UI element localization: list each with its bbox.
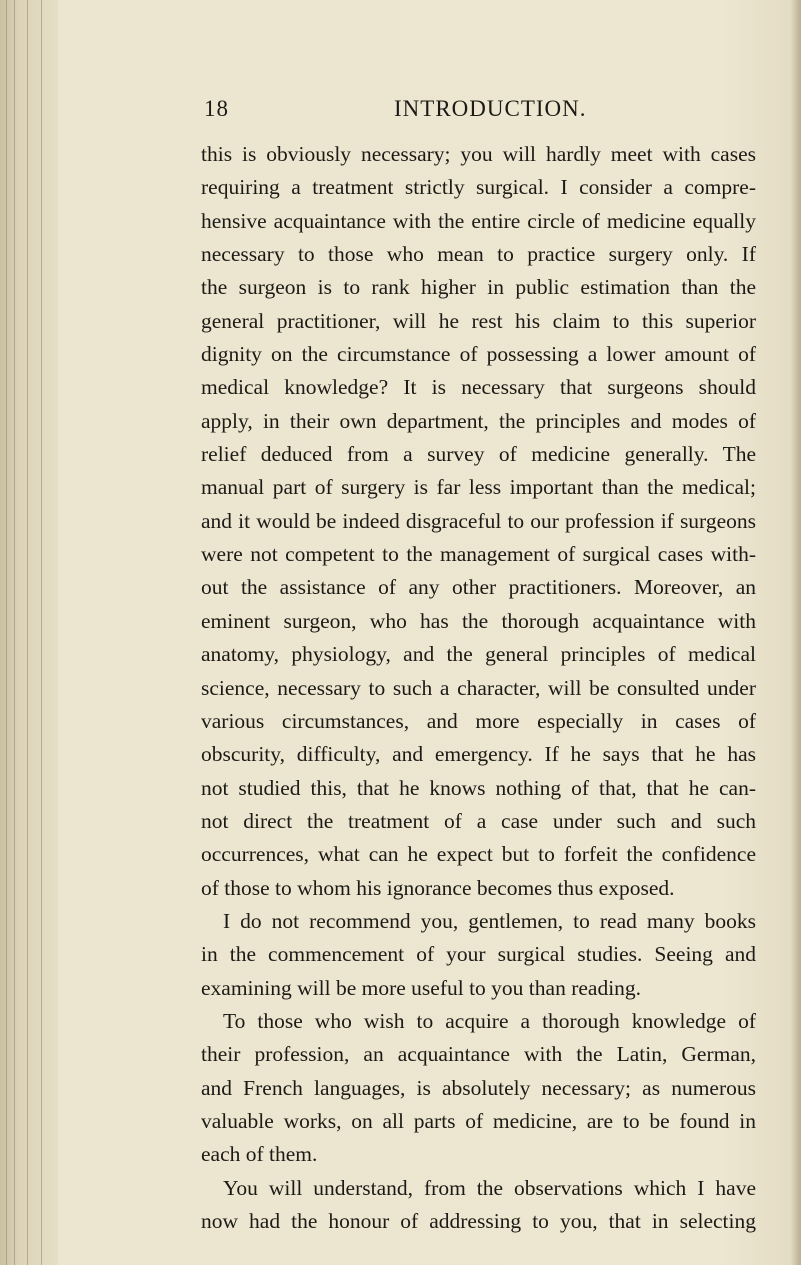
text-line: in the commencement of your surgical studies. Seeing and	[201, 942, 756, 967]
text-line: of those to whom his ignorance becomes thus exposed.	[201, 875, 675, 900]
text-line: and it would be indeed disgraceful to our profession if surgeons	[201, 508, 756, 533]
text-line: now had the honour of addressing to you, that in selecting	[201, 1209, 756, 1233]
text-line: eminent surgeon, who has the thorough acquaintance with	[201, 608, 756, 633]
binding-line	[14, 0, 15, 1265]
page-header	[204, 96, 604, 136]
body-text	[201, 138, 756, 1238]
text-line: examining will be more useful to you than reading.	[201, 975, 642, 1000]
running-head: INTRODUCTION.	[394, 96, 587, 121]
binding-line	[27, 0, 28, 1265]
text-line: necessary to those who mean to practice surgery only. If	[201, 242, 756, 267]
page-binding-shadow	[0, 0, 58, 1265]
text-line: anatomy, physiology, and the general principles of medical	[201, 642, 756, 667]
text-line: requiring a treatment strictly surgical. I consider a compre-	[201, 175, 756, 200]
text-line: their profession, an acquaintance with the Latin, German,	[201, 1042, 756, 1067]
text-line: You will understand, from the observations which I have	[223, 1175, 756, 1200]
text-line: obscurity, difficulty, and emergency. If he says that he has	[201, 742, 756, 767]
text-line: not studied this, that he knows nothing of that, that he can-	[201, 775, 756, 800]
text-line: I do not recommend you, gentlemen, to read many books	[223, 908, 756, 933]
page-right-edge	[791, 0, 801, 1265]
text-line: were not competent to the management of surgical cases with-	[201, 542, 756, 567]
text-line: relief deduced from a survey of medicine generally. The	[201, 442, 756, 467]
text-line: each of them.	[201, 1142, 318, 1167]
text-line: and French languages, is absolutely necessary; as numerous	[201, 1075, 756, 1100]
text-line: To those who wish to acquire a thorough knowledge of	[223, 1008, 756, 1033]
text-line: this is obviously necessary; you will hardly meet with cases	[201, 142, 756, 166]
text-line: hensive acquaintance with the entire circle of medicine equally	[201, 208, 756, 233]
binding-line	[6, 0, 7, 1265]
text-line: occurrences, what can he expect but to forfeit the confidence	[201, 842, 756, 867]
page-number: 18	[204, 96, 229, 121]
text-line: dignity on the circumstance of possessing a lower amount of	[201, 342, 756, 367]
text-line: not direct the treatment of a case under such and such	[201, 808, 756, 833]
text-line: science, necessary to such a character, will be consulted under	[201, 675, 756, 700]
binding-line	[41, 0, 42, 1265]
text-line: various circumstances, and more especially in cases of	[201, 708, 756, 733]
text-line: apply, in their own department, the principles and modes of	[201, 408, 756, 433]
text-line: the surgeon is to rank higher in public estimation than the	[201, 275, 756, 300]
text-line: manual part of surgery is far less important than the medical;	[201, 475, 756, 500]
text-line: out the assistance of any other practitioners. Moreover, an	[201, 575, 756, 600]
text-line: medical knowledge? It is necessary that surgeons should	[201, 375, 756, 400]
text-line: valuable works, on all parts of medicine, are to be found in	[201, 1108, 756, 1133]
text-line: general practitioner, will he rest his claim to this superior	[201, 308, 756, 333]
